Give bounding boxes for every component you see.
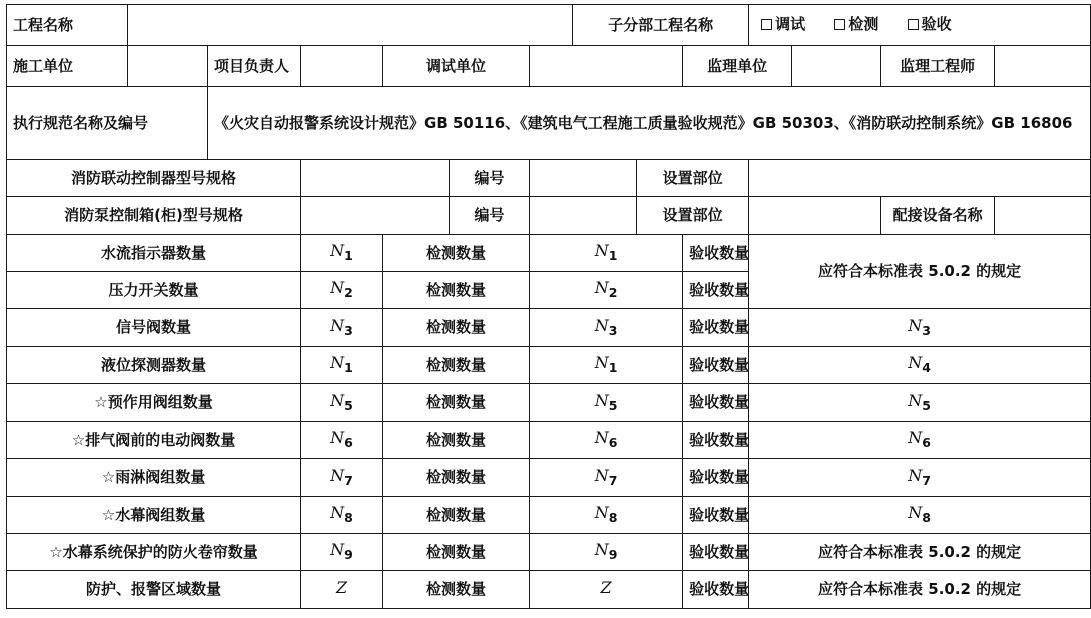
item-name: 液位探测器数量	[7, 347, 301, 384]
accept-quantity-label: 验收数量	[683, 272, 749, 309]
row-pump	[7, 197, 1091, 235]
inspect-quantity	[530, 384, 683, 422]
accept-quantity-index: 3	[922, 322, 931, 338]
install-quantity-symbol: N	[330, 390, 345, 410]
inspect-quantity-label: 检测数量	[383, 497, 530, 534]
install-quantity-symbol: N	[330, 315, 345, 335]
standard-text: 《火灾自动报警系统设计规范》GB 50116、《建筑电气工程施工质量验收规范》GB 50303、《消防联动控制系统》GB 16806	[208, 87, 1091, 160]
inspect-quantity-symbol: N	[594, 540, 609, 560]
supervision-unit-label: 监理单位	[683, 46, 792, 87]
inspect-quantity-symbol: N	[594, 278, 609, 298]
inspect-quantity-symbol: N	[594, 390, 609, 410]
inspect-quantity-label: 检测数量	[383, 422, 530, 459]
install-quantity-index: 6	[344, 435, 353, 451]
install-quantity	[301, 309, 383, 347]
project-leader-value	[301, 46, 383, 87]
accept-quantity-label: 验收数量	[683, 309, 749, 347]
inspect-quantity-label: 检测数量	[383, 235, 530, 272]
accept-quantity-symbol: N	[908, 503, 923, 523]
accept-quantity-index: 7	[922, 472, 931, 488]
install-quantity	[301, 235, 383, 272]
install-quantity-symbol: N	[330, 465, 345, 485]
install-quantity-symbol: N	[330, 540, 345, 560]
controller-location-label: 设置部位	[637, 160, 749, 197]
inspect-quantity-index: 3	[608, 322, 618, 338]
accept-quantity-symbol: N	[908, 315, 923, 335]
install-quantity	[301, 272, 383, 309]
standard-label: 执行规范名称及编号	[7, 87, 208, 160]
install-quantity	[301, 459, 383, 497]
accept-quantity-label: 验收数量	[683, 422, 749, 459]
table-row	[7, 422, 1091, 459]
row-standard	[7, 87, 1091, 160]
pump-location-value	[749, 197, 881, 235]
pump-location-label: 设置部位	[637, 197, 749, 235]
checkbox-icon	[761, 19, 772, 30]
item-name: ☆预作用阀组数量	[7, 384, 301, 422]
pump-model-label: 消防泵控制箱(柜)型号规格	[7, 197, 301, 235]
check-options	[749, 5, 1091, 46]
inspection-form	[6, 4, 1073, 612]
inspect-quantity-symbol: N	[594, 353, 609, 373]
inspect-quantity-symbol: N	[594, 315, 609, 335]
item-name: ☆排气阀前的电动阀数量	[7, 422, 301, 459]
accept-quantity	[749, 309, 1091, 347]
row-controller	[7, 160, 1091, 197]
inspect-quantity-index: 7	[608, 472, 618, 488]
install-quantity	[301, 571, 383, 609]
inspect-quantity-index: 1	[608, 360, 618, 376]
inspect-quantity-label: 检测数量	[383, 347, 530, 384]
item-name: 防护、报警区域数量	[7, 571, 301, 609]
accept-quantity-symbol: N	[908, 428, 923, 448]
inspect-quantity-index: 6	[608, 435, 618, 451]
accept-quantity-index: 5	[922, 397, 931, 413]
table-row	[7, 347, 1091, 384]
install-quantity-symbol: N	[330, 353, 345, 373]
controller-number-label: 编号	[450, 160, 530, 197]
accept-quantity	[749, 384, 1091, 422]
inspect-quantity-index: 2	[608, 285, 618, 301]
inspect-quantity	[530, 571, 683, 609]
table-row	[7, 459, 1091, 497]
accept-quantity-label: 验收数量	[683, 384, 749, 422]
table-row	[7, 534, 1091, 571]
install-quantity-symbol: N	[330, 241, 345, 261]
pump-number-value	[530, 197, 637, 235]
project-name-value	[128, 5, 573, 46]
debug-unit-label: 调试单位	[383, 46, 530, 87]
construction-unit-label: 施工单位	[7, 46, 128, 87]
pump-number-label: 编号	[450, 197, 530, 235]
accept-quantity-symbol: N	[908, 353, 923, 373]
install-quantity	[301, 534, 383, 571]
controller-number-value	[530, 160, 637, 197]
item-name: ☆雨淋阀组数量	[7, 459, 301, 497]
inspect-quantity-label: 检测数量	[383, 534, 530, 571]
form-table	[6, 4, 1091, 609]
accept-quantity	[749, 347, 1091, 384]
sub-project-label: 子分部工程名称	[573, 5, 749, 46]
inspect-quantity-index: 1	[608, 248, 618, 264]
inspect-quantity-label: 检测数量	[383, 309, 530, 347]
install-quantity-symbol: N	[330, 503, 345, 523]
inspect-quantity-label: 检测数量	[383, 384, 530, 422]
inspect-quantity-symbol: N	[594, 503, 609, 523]
install-quantity	[301, 347, 383, 384]
project-name-label: 工程名称	[7, 5, 128, 46]
supervision-engineer-value	[995, 46, 1091, 87]
install-quantity-index: 7	[344, 472, 353, 488]
inspect-quantity-symbol: N	[594, 241, 609, 261]
inspect-quantity	[530, 309, 683, 347]
table-row	[7, 309, 1091, 347]
checkbox-inspect[interactable]: 检测	[834, 17, 878, 32]
item-name: ☆水幕阀组数量	[7, 497, 301, 534]
accept-quantity-label: 验收数量	[683, 534, 749, 571]
install-quantity-index: 9	[344, 547, 353, 563]
checkbox-accept[interactable]: 验收	[908, 17, 952, 32]
inspect-quantity-index: 5	[608, 397, 618, 413]
inspect-quantity-symbol: Z	[600, 577, 612, 597]
accept-quantity	[749, 459, 1091, 497]
accept-rule-text: 应符合本标准表 5.0.2 的规定	[749, 235, 1091, 309]
accept-quantity-label: 验收数量	[683, 347, 749, 384]
install-quantity-index: 2	[344, 285, 353, 301]
construction-unit-value	[128, 46, 208, 87]
table-row	[7, 571, 1091, 609]
accept-quantity-label: 验收数量	[683, 571, 749, 609]
controller-model-label: 消防联动控制器型号规格	[7, 160, 301, 197]
item-name: 水流指示器数量	[7, 235, 301, 272]
inspect-quantity-index: 8	[608, 510, 618, 526]
install-quantity-index: 1	[344, 248, 353, 264]
checkbox-icon	[908, 19, 919, 30]
accept-quantity-index: 4	[922, 360, 931, 376]
install-quantity-index: 8	[344, 510, 353, 526]
inspect-quantity	[530, 497, 683, 534]
accept-quantity-index: 6	[922, 435, 931, 451]
checkbox-icon	[834, 19, 845, 30]
device-name-value	[995, 197, 1091, 235]
accept-quantity-symbol: N	[908, 465, 923, 485]
inspect-quantity	[530, 459, 683, 497]
install-quantity-symbol: N	[330, 278, 345, 298]
inspect-quantity	[530, 422, 683, 459]
accept-rule-text: 应符合本标准表 5.0.2 的规定	[749, 534, 1091, 571]
controller-location-value	[749, 160, 1091, 197]
install-quantity	[301, 384, 383, 422]
accept-rule-text: 应符合本标准表 5.0.2 的规定	[749, 571, 1091, 609]
item-name: ☆水幕系统保护的防火卷帘数量	[7, 534, 301, 571]
table-row	[7, 384, 1091, 422]
accept-quantity-symbol: N	[908, 390, 923, 410]
install-quantity	[301, 497, 383, 534]
accept-quantity-index: 8	[922, 510, 931, 526]
accept-quantity-label: 验收数量	[683, 235, 749, 272]
inspect-quantity-index: 9	[608, 547, 618, 563]
install-quantity-index: 3	[344, 322, 353, 338]
project-leader-label: 项目负责人	[208, 46, 301, 87]
debug-unit-value	[530, 46, 683, 87]
accept-quantity-label: 验收数量	[683, 459, 749, 497]
pump-model-value	[301, 197, 450, 235]
item-name: 压力开关数量	[7, 272, 301, 309]
install-quantity-symbol: Z	[335, 577, 348, 597]
checkbox-debug[interactable]: 调试	[761, 17, 805, 32]
quantity-rows	[7, 235, 1091, 609]
install-quantity-index: 1	[344, 360, 353, 376]
supervision-engineer-label: 监理工程师	[881, 46, 995, 87]
supervision-unit-value	[792, 46, 881, 87]
item-name: 信号阀数量	[7, 309, 301, 347]
row-project	[7, 5, 1091, 46]
install-quantity	[301, 422, 383, 459]
inspect-quantity-label: 检测数量	[383, 272, 530, 309]
accept-quantity	[749, 422, 1091, 459]
accept-quantity-label: 验收数量	[683, 497, 749, 534]
inspect-quantity	[530, 347, 683, 384]
inspect-quantity-label: 检测数量	[383, 571, 530, 609]
inspect-quantity-label: 检测数量	[383, 459, 530, 497]
install-quantity-symbol: N	[330, 428, 345, 448]
inspect-quantity	[530, 235, 683, 272]
install-quantity-index: 5	[344, 397, 353, 413]
inspect-quantity-symbol: N	[594, 465, 609, 485]
row-units	[7, 46, 1091, 87]
controller-model-value	[301, 160, 450, 197]
inspect-quantity	[530, 534, 683, 571]
inspect-quantity	[530, 272, 683, 309]
accept-quantity	[749, 497, 1091, 534]
table-row	[7, 235, 1091, 272]
table-row	[7, 497, 1091, 534]
device-name-label: 配接设备名称	[881, 197, 995, 235]
inspect-quantity-symbol: N	[594, 428, 609, 448]
